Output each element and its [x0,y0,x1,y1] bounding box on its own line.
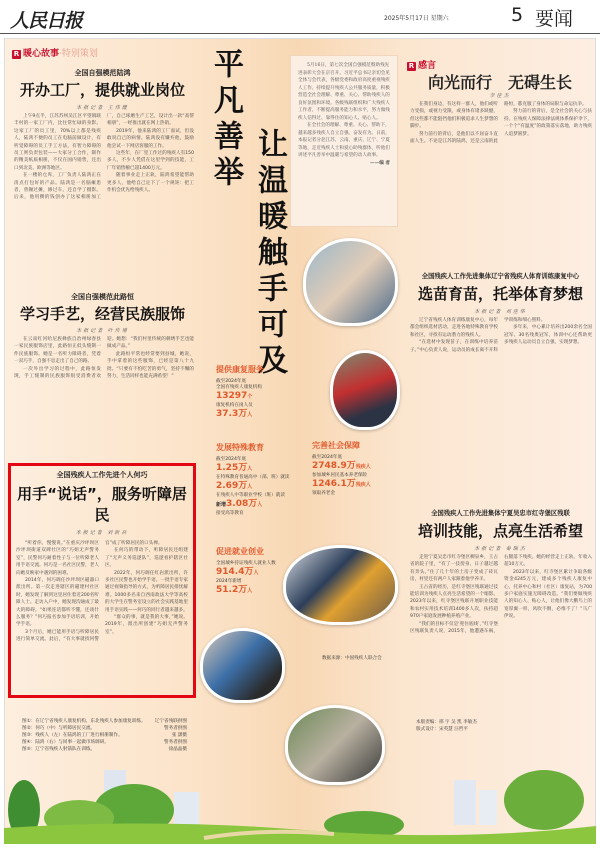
stat-value: 914.4万 [216,567,254,577]
article-byline: 本报记者 叶传增 [76,328,129,334]
stat-value: 37.3万 [216,409,248,419]
stat-unit: 人 [247,484,253,490]
stat-unit: 人 [247,412,253,418]
stat-label: 接受高等教育 [216,511,244,516]
highlight-box [8,463,196,698]
page-number: 5 [511,4,524,26]
article-byline: 本报记者 王伟健 [76,105,129,111]
caption-credit: 徐晶晶摄 [168,747,187,752]
paragraph: 努力前行的背后，是他们以不屈奋斗直面人生。不论是江苏的陆鸿，还是云南的此路恒，都克服了身体的局限与命运抗争。 [410,102,587,145]
stat-unit: 人 [247,588,253,594]
stat-unit: 人 [257,502,263,508]
stat-label: 参加城乡居民基本养老保险 [312,473,368,478]
stat-label: 截至2024年底 [312,455,343,460]
paragraph: “我们的目标不仅是‘兜住底线’，”红寺堡区残联负责人说，2015年，他遭遇车祸，右腿落下残疾。她的经营走上正轨，年收入超10万元。 [410,555,592,635]
stat-block-security [312,440,397,497]
paragraph: 上午9点半，江苏苏州吴江区平望镇联丰村的一家工厂内，比往常忙碌的身影。这家工厂的员工里，70%以上都是残疾人，陆鸿不便的员工在电脑前做设计，有听觉障碍的员工手工方法，有智力障碍的员工则负责包装——大家分工合作，制作的精美纸质相册，不仅在国内销售，还出口到北美、欧洲等地区。 [14,114,101,171]
design-credit: 版式设计：宋英慧 汪哲平 [416,727,468,732]
article-byline: 本报记者 刘佳华 [474,309,527,315]
article-byline: 本报记者 秦瑞杰 [474,546,527,552]
stat-label: 截至2024年底 [216,379,247,384]
r-icon: R [408,62,415,70]
paragraph: “在选材中发现苗子，在训练中培养苗子。”中心负责人说，运动员的成长离不开科学训练和细心照料。 [410,318,546,353]
stat-heading: 促进就业创业 [216,547,264,556]
paragraph: 在全社会的理解、尊重、关心、帮助下，越来越多残疾人自立自强、奋发有为。日前，本报记者分赴江苏、云南、重庆、辽宁、宁夏等地，走近残疾人士和爱心助残群体，听他们讲述平凡善举中温暖与希望的动人故事。 [298,123,390,158]
paragraph: 此路恒平常也经常要到县城，她说，手中拿着的这些服饰，已经是第八十九批。“只要有不怕吃苦的勇气，坚持不懈的努力，生活同样也能充满希望！” [107,351,194,380]
stat-unit: 残疾人 [355,482,371,488]
photo-captions [22,718,187,753]
paragraph: 5月16日，第七次全国自强模范暨助残先进表彰大会在京召开。习近平总书记亲切会见全体与会代表，各级党委和政府高度重视残疾人工作，持续提升残疾人公共服务质量，积极营造全社会理解、尊重、关心、帮助残疾人的良好氛围和环境。各级残联组织和广大残疾人工作者，不断提高服务能力和水平，努力做残疾人信得过、靠得住的知心人、贴心人。 [298,63,390,121]
paragraph: 在我们身边，有这样一群人，他们或听力受损，或视力受限，或身体有诸多缺憾，但这些都不能阻挡他们积极追求人生梦想的脚步。 [410,102,498,130]
article-body [16,540,188,720]
section-tag-sub: ·特别策划 [59,49,98,59]
paragraph: 随着事业走上正轨，陆鸿希望能帮助更多人，他给自己定下了一个规矩：把工作机会优先给残疾人。 [107,173,194,194]
r-icon: R [13,50,20,58]
caption-credit: 张 潇摄 [171,733,187,738]
paragraph: 2014年，何巧调任沙坪坝区磁器口派出所。第一次走进辖区的磁建村社区时，她发现了解到这里居住着近200名听障人士。走访入户中，她发现沟通成了最大的障碍。“如果连话都听不懂，还谈什么服务？”何巧报名参加手语培训，开始学手语。 [16,578,99,628]
paragraph: 3个月后，她已能用手语与听障居民进行简单交流。此后，“有大事就找何警官”成了听障居民的口头禅。 [16,541,163,643]
stat-value: 1.25万 [216,463,248,473]
stat-block-employment [216,546,291,597]
caption-credit: 警务者供图 [164,726,187,731]
section-tag-label: 感言 [418,61,437,71]
stat-value: 51.2万 [216,585,248,595]
article-title: 向光而行 无碍生长 [427,73,572,92]
landscape-illustration [4,770,596,844]
stat-label: 在特殊教育普通高中（部、班）就读 [216,475,290,480]
editors-credit: 本版责编：邢 宇 吴 凯 李敏杰 [416,720,477,725]
stat-heading: 提供康复服务 [216,365,264,374]
article-title: 开办工厂，提供就业岗位 [19,81,185,99]
section-tag [12,46,98,59]
stat-label: 在残疾人中等职业学校（班）就读 [216,493,285,498]
paragraph: 一次外出学习的过程中，此路恒发现，手工缝制的民族服饰很受消费者欢迎。她想：“我们村里传统的刺绣手艺也能做成产品。” [14,337,194,380]
photo-3 [283,545,398,625]
page-credits [416,719,477,733]
article-body [410,554,592,714]
paragraph: “听着你，慢慢说。”在重庆沙坪坝区沙坪坝街道双碑社区的“巧姐无声警务室”，民警何巧耐着性子与一位听障老人用手语交流。何巧是一名社区民警，老人向她反映家中遇到的困难。 [16,541,99,576]
photo-1 [303,238,398,326]
caption-credit: 警务者供图 [164,740,187,745]
paragraph: 辽宁省残疾人体育训练康复中心，每年都会组织选材活动，走进各地特殊教育学校和社区，寻找有运动潜力的残疾人。 [410,318,498,338]
stat-heading: 完善社会保障 [312,441,360,450]
stat-prefix: 新增 [216,502,227,508]
caption-credit: 辽宁省残联供图 [154,719,187,724]
article-kicker: 全国自强模范陆鸿 [74,68,131,77]
caption-text: 图②：何巧（中）与听障居民交流。 [22,726,96,731]
paragraph: 2022年，何巧调任红岩派出所，许多社区民警也开始学手语。一批手语专家通过视频指导的方式，为听障居民排忧解难。1000多名来自西南政法大学等高校的大学生在警务室设立的社会实践基地里用手语实践——何巧的同行者越来越多。 [105,570,188,613]
paragraph: “群众的事，就是我的大事，”她说。2019年，派出所创建“巧姐无声警务室”。 [105,615,188,635]
stat-value: 1246.1万 [312,479,356,489]
stat-value: 2.69万 [216,481,248,491]
stat-label: 2024年新增 [216,579,242,584]
stat-block-education [216,442,326,517]
article-byline: 李佳杰 [489,93,511,99]
article-kicker: 全国残疾人工作先进集体辽宁省残疾人体育训练康复中心 [421,273,580,280]
article-body [14,336,194,456]
paragraph: 在云南红河哈尼族彝族自治州绿春县一家民族服饰店里，此路恒正低头缝制一件民族服饰。她是一名听力障碍者，凭着一双巧手，自强不息走出了自己的路。 [14,337,101,365]
caption-text: 图③：残疾人（左）在陆鸿的工厂进行相册制作。 [22,733,123,738]
article-body [14,113,194,283]
article-kicker: 全国自强模范此路恒 [71,292,134,301]
paragraph: 多年来，中心累计培养出200余名全国冠军、30名残奥冠军，体训中心还帮助更多残疾人运动员自立自强，实现梦想。 [504,325,592,346]
main-title-part2: 让温暖触手可及 [252,128,287,380]
article-kicker: 全国残疾人工作先进个人何巧 [56,470,148,479]
paragraph: 走进宁夏吴忠市红寺堡区柳泉乡，王占省的院子里，“有了一技傍身，日子越过越有奔头。”住了几十年的土房子变成了砖瓦房，村里还有两户人家跟着他学养羊。 [410,555,498,583]
stat-unit: 人 [247,466,253,472]
stat-heading: 发展特殊教育 [216,443,264,452]
stat-block-rehab [216,364,316,421]
park-scene-icon [4,770,596,844]
paragraph: 在何巧的带动下，听障居民还组建了“无声义务巡逻队”，巡逻看护辖区社区。 [105,548,188,569]
issue-date: 2025年5月17日 星期六 [384,15,449,22]
stat-value: 13297 [216,391,248,401]
photo-2 [330,350,400,430]
paragraph: 努力前行的背后，是全社会的关心与扶持。在残疾人保障法律法规体系保护伞下，一个个“有温度”的政策落实落地，助力残疾人追梦圆梦。 [504,109,592,137]
editors-signature: ——编 者 [370,160,390,166]
stat-label: 领取养老金 [312,491,335,496]
article-body [410,317,592,482]
caption-text: 图①：在辽宁省残疾人康复机构，东北残疾人参加康复训练。 [22,719,146,724]
article-byline: 本报记者 刘新吾 [75,530,129,536]
photo-4 [200,628,285,703]
newspaper-logo: 人民日报 [10,10,83,32]
data-source: 数据来源：中国残疾人联合会 [322,656,382,661]
stat-value: 3.08万 [226,499,258,509]
section-name: 要闻 [535,8,574,30]
masthead [0,0,600,34]
stat-label: 全国城乡持证残疾人就业人数 [216,561,276,566]
article-body [410,101,592,236]
article-title: 选苗育苗，托举体育梦想 [417,285,583,303]
paragraph: 王占省的经历，是红寺堡区残联通过技能培训为残疾人点亮生活希望的一个缩影。2023年以来，红寺堡区残联开展职业技能和农村实用技术培训1400多人次，扶持超970户家庭发展种植养殖产业。 [410,584,498,620]
paragraph: 这些年，在厂里工作过的残疾人有150多人，不少人凭借在这里学到的技能，工厂年销售额已超1400万元。 [107,151,194,171]
stat-label: 全国有残疾人康复机构 [216,385,262,390]
stat-label: 康复机构在岗人员 [216,403,253,408]
stat-label: 截至2024年底 [216,457,247,462]
caption-text: 图⑤：辽宁省残疾人射箭队在训练。 [22,747,96,752]
article-title: 培训技能，点亮生活希望 [417,522,583,540]
stat-unit: 个 [247,394,253,400]
stat-unit: 人 [253,570,259,576]
section-tag-label: 暖心故事 [23,49,60,59]
paragraph: 2019年，他来陆鸿的工厂面试，但没敢说自己的病情。陆鸿没有嫌弃他，鼓励他尝试一下网店客服的工作。 [107,128,194,149]
stat-unit: 残疾人 [355,464,371,470]
paragraph: 2023年以来，红寺堡区累计争取各级资金4245万元，建成多个残疾人康复中心，托养中心和村（社区）康复站，为700多户家庭实施无障碍改造。“我们要做残疾人的知心人、贴心人，让他们像大鹏鸟上的宽厚翼一样，风吹不倒，必维不了！”马广伊说。 [504,569,592,620]
article-title: 学习手艺，经营民族服饰 [19,305,185,323]
stat-value: 2748.9万 [312,461,356,471]
editors-note [290,55,398,227]
article-kicker: 全国残疾人工作先进集体宁夏吴忠市红寺堡区残联 [431,510,570,517]
paragraph: 在一楼的仓库，工厂负责人陆鸿正在清点打包好的产品。陆鸿是一名脑瘫患者，曾辗过摊，修过车，还自学了摄影。后来，他用攒的钱创办了这家相册加工厂，自己琢磨生产工艺，设计出一款“高帮相册”，一经推出就在网上热销。 [14,114,194,201]
main-title-part1: 平凡善举 [208,48,243,192]
article-title: 用手“说话”，服务听障居民 [17,485,187,524]
caption-text: 图④：陆鸿（右）与同事一起做市场调研。 [22,740,109,745]
